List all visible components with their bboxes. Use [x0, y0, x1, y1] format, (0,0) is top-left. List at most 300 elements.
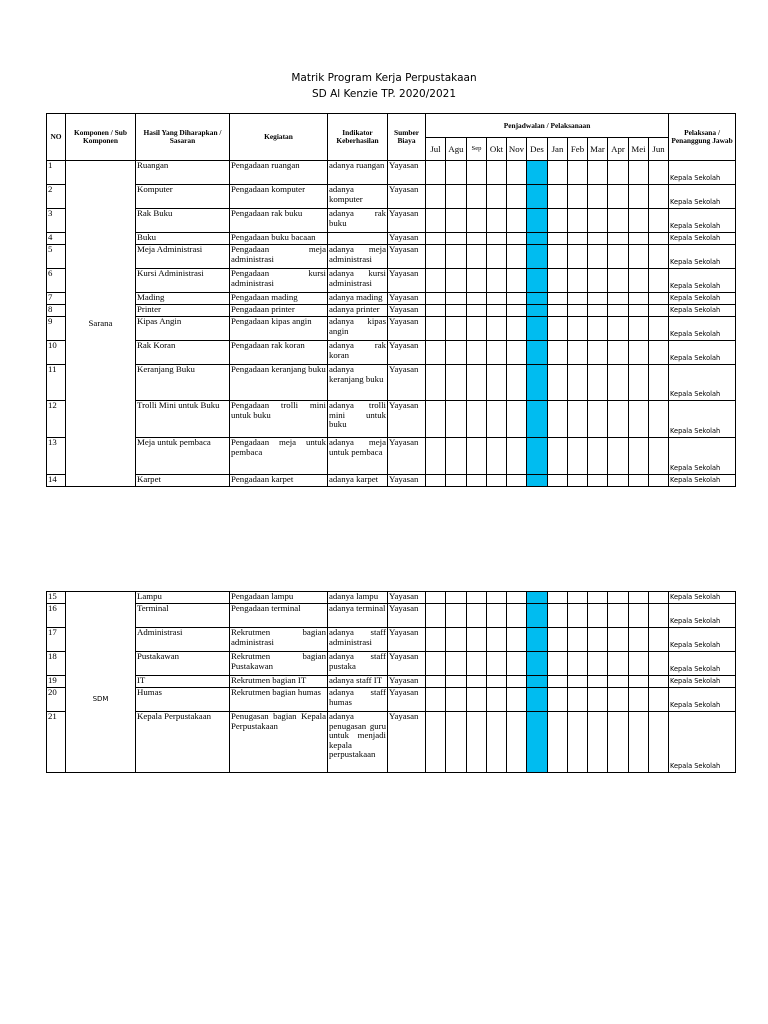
kegiatan-cell: Pengadaan meja untuk pembaca [230, 438, 328, 475]
schedule-cell-agu [446, 341, 467, 365]
sumber-cell: Yayasan [388, 652, 426, 676]
schedule-cell-jul [426, 712, 446, 773]
schedule-cell-jan [548, 438, 568, 475]
schedule-cell-des [527, 712, 548, 773]
schedule-cell-jun [649, 233, 669, 245]
schedule-cell-okt [487, 365, 507, 401]
row-number: 15 [47, 592, 66, 604]
schedule-cell-mei [629, 652, 649, 676]
schedule-cell-mar [588, 401, 608, 438]
kegiatan-cell: Pengadaan terminal [230, 604, 328, 628]
schedule-cell-jun [649, 688, 669, 712]
schedule-cell-jan [548, 401, 568, 438]
table-row [47, 245, 736, 269]
hasil-cell: Mading [136, 293, 230, 305]
schedule-cell-sep [467, 245, 487, 269]
schedule-cell-mar [588, 652, 608, 676]
schedule-cell-sep [467, 652, 487, 676]
schedule-cell-agu [446, 628, 467, 652]
kegiatan-cell: Pengadaan buku bacaan [230, 233, 328, 245]
hasil-cell: Keranjang Buku [136, 365, 230, 401]
schedule-cell-okt [487, 305, 507, 317]
schedule-cell-mar [588, 365, 608, 401]
schedule-cell-apr [608, 628, 629, 652]
schedule-cell-jan [548, 293, 568, 305]
schedule-cell-nov [507, 317, 527, 341]
schedule-cell-mar [588, 233, 608, 245]
schedule-cell-jun [649, 365, 669, 401]
header-pelaksana: Pelaksana / Penanggung Jawab [669, 114, 736, 161]
schedule-cell-jul [426, 401, 446, 438]
schedule-cell-jan [548, 628, 568, 652]
schedule-cell-jun [649, 161, 669, 185]
hasil-cell: Lampu [136, 592, 230, 604]
schedule-cell-agu [446, 209, 467, 233]
schedule-cell-mei [629, 269, 649, 293]
schedule-cell-agu [446, 401, 467, 438]
month-header-apr: Apr [608, 138, 629, 161]
schedule-cell-des [527, 604, 548, 628]
row-number: 3 [47, 209, 66, 233]
schedule-cell-jul [426, 233, 446, 245]
indikator-cell: adanya staff IT [328, 676, 388, 688]
penanggung-jawab-cell: Kepala Sekolah [669, 652, 736, 676]
schedule-cell-des [527, 652, 548, 676]
schedule-cell-mei [629, 245, 649, 269]
schedule-cell-okt [487, 185, 507, 209]
schedule-cell-apr [608, 652, 629, 676]
schedule-cell-feb [568, 269, 588, 293]
schedule-cell-feb [568, 341, 588, 365]
month-header-sep: Sep [467, 138, 487, 161]
indikator-cell: adanya kursi administrasi [328, 269, 388, 293]
schedule-cell-apr [608, 438, 629, 475]
schedule-cell-nov [507, 161, 527, 185]
schedule-cell-des [527, 209, 548, 233]
indikator-cell: adanya staff humas [328, 688, 388, 712]
schedule-cell-apr [608, 712, 629, 773]
sumber-cell: Yayasan [388, 628, 426, 652]
schedule-cell-jul [426, 305, 446, 317]
kegiatan-cell: Pengadaan karpet [230, 475, 328, 487]
schedule-cell-sep [467, 341, 487, 365]
row-number: 17 [47, 628, 66, 652]
indikator-cell: adanya lampu [328, 592, 388, 604]
schedule-cell-jul [426, 365, 446, 401]
schedule-cell-apr [608, 401, 629, 438]
schedule-cell-des [527, 438, 548, 475]
table-row [47, 161, 736, 185]
row-number: 13 [47, 438, 66, 475]
schedule-cell-feb [568, 688, 588, 712]
schedule-cell-nov [507, 341, 527, 365]
schedule-cell-mar [588, 604, 608, 628]
schedule-cell-okt [487, 688, 507, 712]
schedule-cell-agu [446, 269, 467, 293]
row-number: 14 [47, 475, 66, 487]
schedule-cell-nov [507, 305, 527, 317]
schedule-cell-agu [446, 688, 467, 712]
kegiatan-cell: Rekrutmen bagian IT [230, 676, 328, 688]
schedule-cell-jul [426, 185, 446, 209]
kegiatan-cell: Pengadaan kipas angin [230, 317, 328, 341]
schedule-cell-sep [467, 604, 487, 628]
table-row [47, 365, 736, 401]
schedule-cell-mei [629, 628, 649, 652]
schedule-cell-nov [507, 652, 527, 676]
schedule-cell-mar [588, 161, 608, 185]
schedule-cell-sep [467, 475, 487, 487]
sumber-cell: Yayasan [388, 209, 426, 233]
indikator-cell: adanya terminal [328, 604, 388, 628]
sumber-cell: Yayasan [388, 365, 426, 401]
indikator-cell: adanya staff pustaka [328, 652, 388, 676]
schedule-cell-agu [446, 245, 467, 269]
kegiatan-cell: Pengadaan mading [230, 293, 328, 305]
schedule-cell-mei [629, 233, 649, 245]
schedule-cell-mei [629, 209, 649, 233]
header-komponen: Komponen / Sub Komponen [66, 114, 136, 161]
sumber-cell: Yayasan [388, 233, 426, 245]
schedule-cell-mar [588, 676, 608, 688]
schedule-cell-mar [588, 341, 608, 365]
schedule-cell-nov [507, 293, 527, 305]
schedule-cell-jun [649, 401, 669, 438]
header-kegiatan: Kegiatan [230, 114, 328, 161]
schedule-cell-sep [467, 712, 487, 773]
indikator-cell: adanya keranjang buku [328, 365, 388, 401]
schedule-cell-nov [507, 712, 527, 773]
group-sarana: Sarana [66, 161, 136, 487]
schedule-cell-des [527, 688, 548, 712]
schedule-cell-agu [446, 365, 467, 401]
schedule-cell-des [527, 592, 548, 604]
schedule-cell-sep [467, 365, 487, 401]
table-row [47, 269, 736, 293]
table-row [47, 401, 736, 438]
schedule-cell-okt [487, 592, 507, 604]
schedule-cell-mei [629, 604, 649, 628]
header-penjadwalan: Penjadwalan / Pelaksanaan [426, 114, 669, 138]
schedule-cell-apr [608, 305, 629, 317]
schedule-cell-des [527, 317, 548, 341]
row-number: 18 [47, 652, 66, 676]
sumber-cell: Yayasan [388, 475, 426, 487]
schedule-cell-feb [568, 401, 588, 438]
schedule-cell-jan [548, 209, 568, 233]
kegiatan-cell: Pengadaan trolli mini untuk buku [230, 401, 328, 438]
schedule-cell-jul [426, 652, 446, 676]
schedule-cell-des [527, 245, 548, 269]
schedule-cell-jul [426, 209, 446, 233]
schedule-cell-nov [507, 401, 527, 438]
schedule-cell-apr [608, 688, 629, 712]
indikator-cell: adanya trolli mini untuk buku [328, 401, 388, 438]
schedule-cell-mar [588, 712, 608, 773]
penanggung-jawab-cell: Kepala Sekolah [669, 209, 736, 233]
month-header-jul: Jul [426, 138, 446, 161]
indikator-cell: adanya staff administrasi [328, 628, 388, 652]
month-header-mar: Mar [588, 138, 608, 161]
indikator-cell: adanya rak buku [328, 209, 388, 233]
schedule-cell-jul [426, 475, 446, 487]
document-subtitle: SD Al Kenzie TP. 2020/2021 [312, 88, 456, 100]
sumber-cell: Yayasan [388, 592, 426, 604]
row-number: 20 [47, 688, 66, 712]
hasil-cell: Printer [136, 305, 230, 317]
schedule-cell-apr [608, 245, 629, 269]
schedule-cell-feb [568, 652, 588, 676]
schedule-cell-mar [588, 293, 608, 305]
schedule-cell-sep [467, 438, 487, 475]
schedule-cell-mei [629, 712, 649, 773]
schedule-cell-nov [507, 688, 527, 712]
schedule-cell-agu [446, 317, 467, 341]
schedule-cell-jun [649, 185, 669, 209]
schedule-cell-jan [548, 245, 568, 269]
table-row [47, 209, 736, 233]
hasil-cell: Ruangan [136, 161, 230, 185]
kegiatan-cell: Penugasan bagian Kepala Perpustakaan [230, 712, 328, 773]
schedule-cell-jul [426, 676, 446, 688]
hasil-cell: Karpet [136, 475, 230, 487]
schedule-cell-des [527, 628, 548, 652]
schedule-cell-mar [588, 475, 608, 487]
sumber-cell: Yayasan [388, 401, 426, 438]
schedule-cell-feb [568, 712, 588, 773]
table-row [47, 688, 736, 712]
hasil-cell: Komputer [136, 185, 230, 209]
schedule-cell-mar [588, 245, 608, 269]
schedule-cell-feb [568, 305, 588, 317]
sumber-cell: Yayasan [388, 341, 426, 365]
hasil-cell: Rak Buku [136, 209, 230, 233]
schedule-cell-nov [507, 245, 527, 269]
program-table-part-2 [46, 591, 736, 773]
schedule-cell-des [527, 305, 548, 317]
hasil-cell: Humas [136, 688, 230, 712]
schedule-cell-jul [426, 592, 446, 604]
schedule-cell-agu [446, 652, 467, 676]
hasil-cell: IT [136, 676, 230, 688]
schedule-cell-jun [649, 317, 669, 341]
schedule-cell-jun [649, 604, 669, 628]
penanggung-jawab-cell: Kepala Sekolah [669, 233, 736, 245]
table-row [47, 652, 736, 676]
program-table-part-1 [46, 113, 736, 487]
schedule-cell-okt [487, 712, 507, 773]
schedule-cell-nov [507, 604, 527, 628]
kegiatan-cell: Pengadaan komputer [230, 185, 328, 209]
schedule-cell-feb [568, 245, 588, 269]
table-row [47, 185, 736, 209]
table-row [47, 293, 736, 305]
schedule-cell-apr [608, 161, 629, 185]
schedule-cell-nov [507, 365, 527, 401]
row-number: 1 [47, 161, 66, 185]
indikator-cell: adanya mading [328, 293, 388, 305]
row-number: 12 [47, 401, 66, 438]
schedule-cell-jan [548, 712, 568, 773]
kegiatan-cell: Pengadaan meja administrasi [230, 245, 328, 269]
hasil-cell: Kipas Angin [136, 317, 230, 341]
schedule-cell-mar [588, 628, 608, 652]
indikator-cell: adanya ruangan [328, 161, 388, 185]
schedule-cell-agu [446, 293, 467, 305]
sumber-cell: Yayasan [388, 293, 426, 305]
schedule-cell-feb [568, 293, 588, 305]
sumber-cell: Yayasan [388, 269, 426, 293]
indikator-cell: adanya meja untuk pembaca [328, 438, 388, 475]
schedule-cell-sep [467, 269, 487, 293]
schedule-cell-apr [608, 233, 629, 245]
schedule-cell-apr [608, 475, 629, 487]
month-header-des: Des [527, 138, 548, 161]
schedule-cell-sep [467, 401, 487, 438]
indikator-cell: adanya meja administrasi [328, 245, 388, 269]
schedule-cell-sep [467, 185, 487, 209]
schedule-cell-apr [608, 365, 629, 401]
schedule-cell-jun [649, 628, 669, 652]
schedule-cell-nov [507, 233, 527, 245]
schedule-cell-agu [446, 185, 467, 209]
schedule-cell-sep [467, 161, 487, 185]
penanggung-jawab-cell: Kepala Sekolah [669, 341, 736, 365]
schedule-cell-jan [548, 233, 568, 245]
schedule-cell-jan [548, 365, 568, 401]
month-header-jun: Jun [649, 138, 669, 161]
row-number: 9 [47, 317, 66, 341]
schedule-cell-apr [608, 592, 629, 604]
schedule-cell-nov [507, 209, 527, 233]
penanggung-jawab-cell: Kepala Sekolah [669, 712, 736, 773]
schedule-cell-jul [426, 317, 446, 341]
schedule-cell-nov [507, 592, 527, 604]
schedule-cell-jan [548, 305, 568, 317]
schedule-cell-apr [608, 209, 629, 233]
sumber-cell: Yayasan [388, 161, 426, 185]
schedule-cell-sep [467, 676, 487, 688]
schedule-cell-feb [568, 317, 588, 341]
sumber-cell: Yayasan [388, 305, 426, 317]
schedule-cell-mar [588, 592, 608, 604]
row-number: 10 [47, 341, 66, 365]
sumber-cell: Yayasan [388, 245, 426, 269]
row-number: 5 [47, 245, 66, 269]
schedule-cell-okt [487, 676, 507, 688]
schedule-cell-sep [467, 293, 487, 305]
kegiatan-cell: Pengadaan rak buku [230, 209, 328, 233]
schedule-cell-feb [568, 592, 588, 604]
schedule-cell-jul [426, 688, 446, 712]
schedule-cell-nov [507, 185, 527, 209]
schedule-cell-jul [426, 438, 446, 475]
schedule-cell-feb [568, 628, 588, 652]
penanggung-jawab-cell: Kepala Sekolah [669, 475, 736, 487]
sumber-cell: Yayasan [388, 712, 426, 773]
schedule-cell-sep [467, 317, 487, 341]
schedule-cell-jan [548, 317, 568, 341]
schedule-cell-agu [446, 604, 467, 628]
schedule-cell-okt [487, 269, 507, 293]
schedule-cell-jul [426, 245, 446, 269]
penanggung-jawab-cell: Kepala Sekolah [669, 293, 736, 305]
penanggung-jawab-cell: Kepala Sekolah [669, 161, 736, 185]
schedule-cell-mei [629, 365, 649, 401]
schedule-cell-nov [507, 676, 527, 688]
schedule-cell-agu [446, 676, 467, 688]
schedule-cell-mei [629, 592, 649, 604]
schedule-cell-sep [467, 628, 487, 652]
schedule-cell-jan [548, 676, 568, 688]
row-number: 21 [47, 712, 66, 773]
month-header-agu: Agu [446, 138, 467, 161]
schedule-cell-mar [588, 209, 608, 233]
schedule-cell-des [527, 233, 548, 245]
schedule-cell-jan [548, 604, 568, 628]
schedule-cell-nov [507, 628, 527, 652]
month-header-nov: Nov [507, 138, 527, 161]
schedule-cell-agu [446, 233, 467, 245]
row-number: 7 [47, 293, 66, 305]
schedule-cell-jan [548, 269, 568, 293]
schedule-cell-jun [649, 341, 669, 365]
kegiatan-cell: Pengadaan printer [230, 305, 328, 317]
hasil-cell: Rak Koran [136, 341, 230, 365]
schedule-cell-jan [548, 688, 568, 712]
schedule-cell-agu [446, 438, 467, 475]
schedule-cell-nov [507, 269, 527, 293]
schedule-cell-feb [568, 161, 588, 185]
schedule-cell-des [527, 269, 548, 293]
schedule-cell-okt [487, 293, 507, 305]
indikator-cell: adanya kipas angin [328, 317, 388, 341]
table-row [47, 475, 736, 487]
schedule-cell-okt [487, 604, 507, 628]
month-header-mei: Mei [629, 138, 649, 161]
schedule-cell-jan [548, 592, 568, 604]
indikator-cell: adanya komputer [328, 185, 388, 209]
schedule-cell-nov [507, 475, 527, 487]
schedule-cell-apr [608, 317, 629, 341]
penanggung-jawab-cell: Kepala Sekolah [669, 317, 736, 341]
penanggung-jawab-cell: Kepala Sekolah [669, 438, 736, 475]
sumber-cell: Yayasan [388, 604, 426, 628]
schedule-cell-des [527, 185, 548, 209]
schedule-cell-mei [629, 401, 649, 438]
schedule-cell-agu [446, 161, 467, 185]
hasil-cell: Kepala Perpustakaan [136, 712, 230, 773]
schedule-cell-des [527, 401, 548, 438]
penanggung-jawab-cell: Kepala Sekolah [669, 628, 736, 652]
schedule-cell-mar [588, 305, 608, 317]
hasil-cell: Trolli Mini untuk Buku [136, 401, 230, 438]
schedule-cell-mei [629, 438, 649, 475]
indikator-cell [328, 233, 388, 245]
month-header-okt: Okt [487, 138, 507, 161]
schedule-cell-jun [649, 592, 669, 604]
schedule-cell-jul [426, 293, 446, 305]
schedule-cell-jun [649, 305, 669, 317]
table-row [47, 628, 736, 652]
penanggung-jawab-cell: Kepala Sekolah [669, 604, 736, 628]
schedule-cell-sep [467, 233, 487, 245]
schedule-cell-jan [548, 161, 568, 185]
schedule-cell-feb [568, 209, 588, 233]
hasil-cell: Administrasi [136, 628, 230, 652]
schedule-cell-agu [446, 305, 467, 317]
row-number: 8 [47, 305, 66, 317]
